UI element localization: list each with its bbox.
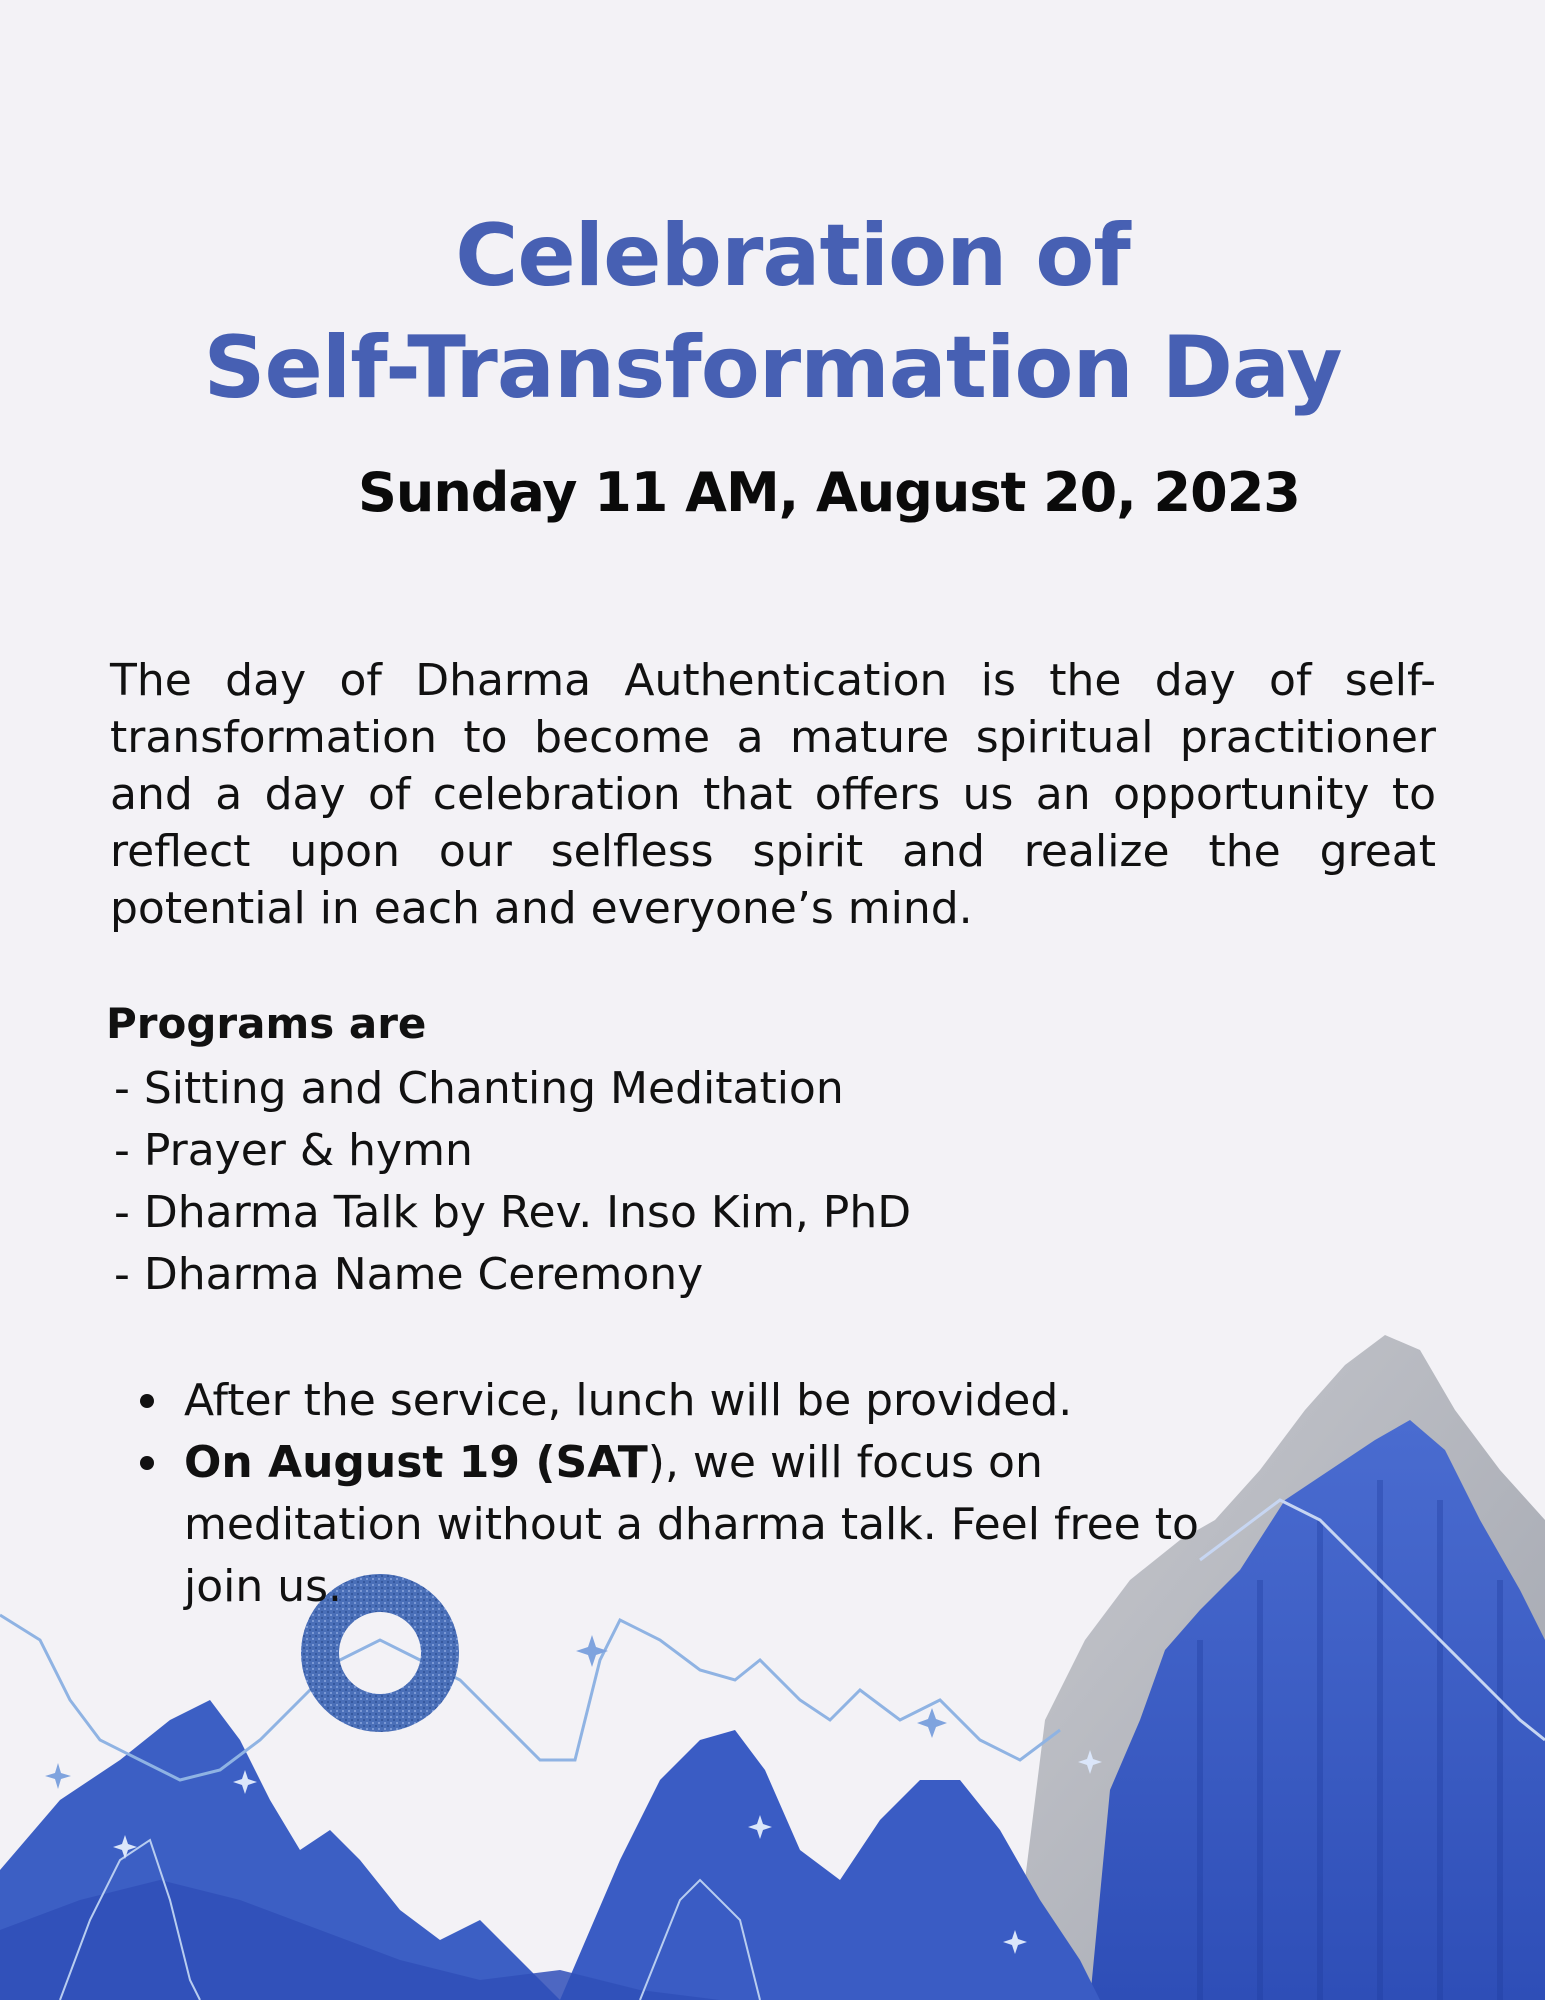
title-line-1: Celebration of	[455, 206, 1130, 306]
title-line-2: Self-Transformation Day	[203, 318, 1342, 418]
bullet-icon	[140, 1394, 154, 1408]
event-datetime: Sunday 11 AM, August 20, 2023	[358, 461, 1300, 524]
programs-list	[114, 1058, 911, 1306]
note-saturday-date: On August 19 (SAT	[184, 1437, 648, 1488]
note-lunch-text: After the service, lunch will be provided.	[184, 1375, 1073, 1426]
note-saturday	[184, 1432, 1284, 1618]
note-lunch	[184, 1370, 1284, 1432]
intro-paragraph: The day of Dharma Authentication is the day of self-transformation to become a mature spiritual practitioner and a day of celebration that offers us an opportunity to reflect upon our selfless spirit and realize the great potential in each and everyone’s mind.	[110, 655, 1436, 934]
note-saturday-text: ), we will focus on meditation without a dharma talk. Feel free to join us.	[184, 1437, 1199, 1612]
program-item: - Dharma Name Ceremony	[114, 1249, 704, 1300]
notes-list	[184, 1370, 1284, 1618]
program-item: - Sitting and Chanting Meditation	[114, 1063, 844, 1114]
program-item: - Dharma Talk by Rev. Inso Kim, PhD	[114, 1187, 912, 1238]
bullet-icon	[140, 1456, 154, 1470]
programs-heading: Programs are	[106, 999, 427, 1048]
event-title	[0, 200, 1545, 424]
program-item: - Prayer & hymn	[114, 1125, 473, 1176]
